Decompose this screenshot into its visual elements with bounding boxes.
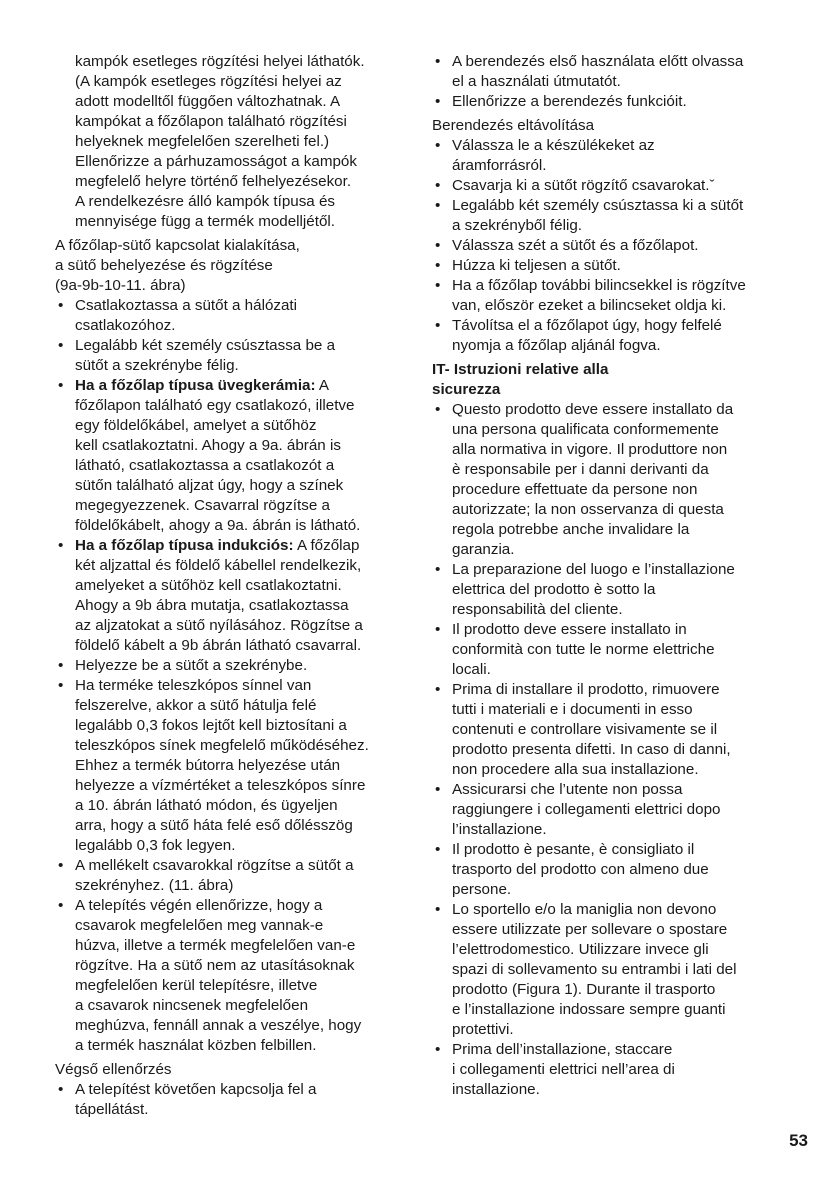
- text-line: [55, 616, 410, 636]
- text-line: [432, 600, 812, 620]
- line-text: csavarok megfelelően meg vannak-e: [75, 917, 324, 934]
- line-text: Prima dell’installazione, staccare: [452, 1041, 673, 1058]
- line-text: persone.: [452, 881, 512, 898]
- text-line: [55, 436, 410, 456]
- line-text: nyomja a főzőlap aljánál fogva.: [452, 337, 661, 354]
- line-text: felszerelve, akkor a sütő hátulja felé: [75, 697, 317, 714]
- text-line: [432, 1080, 812, 1100]
- text-line: [432, 700, 812, 720]
- text-line: [432, 660, 812, 680]
- text-line: [55, 596, 410, 616]
- line-text: Questo prodotto deve essere installato da: [452, 401, 734, 418]
- text-line: [55, 836, 410, 856]
- line-text: responsabilità del cliente.: [452, 601, 623, 618]
- line-text: garanzia.: [452, 541, 515, 558]
- text-line: [55, 1016, 410, 1036]
- text-line: [432, 740, 812, 760]
- line-text: installazione.: [452, 1081, 540, 1098]
- text-line: [432, 1000, 812, 1020]
- text-line: [55, 496, 410, 516]
- bullet-line: [432, 620, 812, 640]
- line-text: földelő kábelt a 9b ábrán látható csavarral.: [75, 637, 362, 654]
- left-text-lines: [55, 52, 410, 1120]
- line-text: Lo sportello e/o la maniglia non devono: [452, 901, 717, 918]
- line-text: (9a-9b-10-11. ábra): [55, 277, 186, 294]
- text-line: [432, 336, 812, 356]
- line-text: a sütő behelyezése és rögzítése: [55, 257, 273, 274]
- line-text: kampók esetleges rögzítési helyei láthatók.: [75, 53, 365, 70]
- text-line: [432, 156, 812, 176]
- line-text: Válassza le a készülékeket az: [452, 137, 655, 154]
- line-text: contenuti e controllare visivamente se il: [452, 721, 718, 738]
- line-text: l’elettrodomestico. Utilizzare invece gli: [452, 941, 709, 958]
- bullet-line: [55, 376, 410, 396]
- line-text: autorizzate; la non osservanza di questa: [452, 501, 724, 518]
- line-text: Húzza ki teljesen a sütőt.: [452, 257, 621, 274]
- text-line: [55, 956, 410, 976]
- text-line: [432, 540, 812, 560]
- text-line: [432, 960, 812, 980]
- line-text: adott modelltől függően változhatnak. A: [75, 93, 341, 110]
- line-text: A telepítés végén ellenőrizze, hogy a: [75, 897, 323, 914]
- line-text: megegyezzenek. Csavarral rögzítse a: [75, 497, 330, 514]
- bullet-line: [55, 1080, 410, 1100]
- line-text: (A kampók esetleges rögzítési helyei az: [75, 73, 342, 90]
- text-line: [432, 980, 812, 1000]
- line-text: A rendelkezésre álló kampók típusa és: [75, 193, 336, 210]
- text-line: [432, 1020, 812, 1040]
- text-line: [432, 860, 812, 880]
- line-text: földelőkábelt, ahogy a 9a. ábrán is látható.: [75, 517, 361, 534]
- bullet-line: [432, 92, 812, 112]
- bold-label: Ha a főzőlap típusa üvegkerámia:: [75, 377, 316, 394]
- line-text: Ahogy a 9b ábra mutatja, csatlakoztassa: [75, 597, 349, 614]
- text-line: [432, 480, 812, 500]
- text-line: [432, 920, 812, 940]
- line-text: teleszkópos sínek megfelelő működéséhez.: [75, 737, 369, 754]
- text-line: [55, 1100, 410, 1120]
- bullet-line: [432, 840, 812, 860]
- line-text: prodotto (Figura 1). Durante il trasporto: [452, 981, 716, 998]
- text-line: [55, 636, 410, 656]
- bullet-line: [55, 536, 410, 556]
- line-text: Csavarja ki a sütőt rögzítő csavarokat.ˇ: [452, 177, 715, 194]
- text-line: [55, 212, 410, 232]
- bullet-line: [55, 676, 410, 696]
- right-column: [432, 52, 812, 1100]
- text-line: [55, 92, 410, 112]
- text-line: [55, 476, 410, 496]
- line-text: Legalább két személy csúsztassa be a: [75, 337, 336, 354]
- line-text: Ehhez a termék bútorra helyezése után: [75, 757, 341, 774]
- line-text: kell csatlakoztatni. Ahogy a 9a. ábrán is: [75, 437, 341, 454]
- text-line: [55, 516, 410, 536]
- text-line: [432, 880, 812, 900]
- text-line: [55, 52, 410, 72]
- line-text: egy földelőkábel, amelyet a sütőhöz: [75, 417, 317, 434]
- line-text: Il prodotto è pesante, è consigliato il: [452, 841, 695, 858]
- line-text: a szekrényből félig.: [452, 217, 583, 234]
- bullet-line: [432, 400, 812, 420]
- bullet-line: [432, 176, 812, 196]
- line-text: A telepítést követően kapcsolja fel a: [75, 1081, 317, 1098]
- text-line: [432, 940, 812, 960]
- text-line: [55, 1036, 410, 1056]
- text-line: [55, 916, 410, 936]
- line-text: sütőt a szekrénybe félig.: [75, 357, 239, 374]
- line-text: Legalább két személy csúsztassa ki a sütőt: [452, 197, 744, 214]
- text-line: [432, 440, 812, 460]
- text-line: [432, 820, 812, 840]
- line-text: IT- Istruzioni relative alla: [432, 361, 609, 378]
- bullet-line: [432, 900, 812, 920]
- text-line: [55, 356, 410, 376]
- line-text: Ellenőrizze a párhuzamosságot a kampók: [75, 153, 357, 170]
- text-line: [55, 416, 410, 436]
- bullet-line: [432, 256, 812, 276]
- line-text: helyezze a vízmértéket a teleszkópos sínre: [75, 777, 366, 794]
- text-line: [55, 996, 410, 1016]
- line-text: non procedere alla sua installazione.: [452, 761, 699, 778]
- text-line: [432, 296, 812, 316]
- line-text: az aljzatokat a sütő nyílásához. Rögzítse a: [75, 617, 363, 634]
- subheading: [55, 276, 410, 296]
- bullet-line: [432, 52, 812, 72]
- bullet-line: [55, 656, 410, 676]
- text-line: [55, 316, 410, 336]
- line-text: arra, hogy a sütő háta felé eső dőlésszög: [75, 817, 353, 834]
- text-line: [55, 976, 410, 996]
- line-text: Ellenőrizze a berendezés funkcióit.: [452, 93, 687, 110]
- line-text: raggiungere i collegamenti elettrici dopo: [452, 801, 721, 818]
- section-heading: [432, 360, 812, 380]
- line-text: el a használati útmutatót.: [452, 73, 621, 90]
- line-text: a 10. ábrán látható módon, és ügyeljen: [75, 797, 338, 814]
- text-line: [55, 132, 410, 152]
- page-number: 53: [789, 1131, 808, 1150]
- bullet-line: [432, 276, 812, 296]
- line-text: i collegamenti elettrici nell’area di: [452, 1061, 675, 1078]
- text-line: [55, 396, 410, 416]
- line-text: látható, csatlakoztassa a csatlakozót a: [75, 457, 335, 474]
- line-text: Távolítsa el a főzőlapot úgy, hogy felfelé: [452, 317, 722, 334]
- bullet-line: [55, 296, 410, 316]
- text-line: [55, 756, 410, 776]
- line-text: A főzőlap-sütő kapcsolat kialakítása,: [55, 237, 300, 254]
- bullet-line: [432, 780, 812, 800]
- line-text: locali.: [452, 661, 491, 678]
- line-text: procedure effettuate da persone non: [452, 481, 698, 498]
- text-line: [432, 420, 812, 440]
- line-text: essere utilizzate per sollevare o spostare: [452, 921, 728, 938]
- bold-label: Ha a főzőlap típusa indukciós:: [75, 537, 294, 554]
- line-text: sicurezza: [432, 381, 501, 398]
- line-text: Helyezze be a sütőt a szekrénybe.: [75, 657, 308, 674]
- bullet-line: [432, 1040, 812, 1060]
- bullet-line: [432, 196, 812, 216]
- line-text: Válassza szét a sütőt és a főzőlapot.: [452, 237, 699, 254]
- text-line: [55, 776, 410, 796]
- line-text: meghúzva, fennáll annak a veszélye, hogy: [75, 1017, 362, 1034]
- section-heading: [432, 380, 812, 400]
- line-text: Il prodotto deve essere installato in: [452, 621, 687, 638]
- line-text: helyeknek megfelelően szerelheti fel.): [75, 133, 330, 150]
- line-text: e l’installazione indossare sempre guanti: [452, 1001, 726, 1018]
- text-line: [55, 192, 410, 212]
- minor-heading: [55, 1060, 410, 1080]
- left-column: [55, 52, 410, 1120]
- text-line: [432, 216, 812, 236]
- line-text: trasporto del prodotto con almeno due: [452, 861, 709, 878]
- line-text: két aljzattal és földelő kábellel rendelkezik,: [75, 557, 362, 574]
- line-text: tutti i materiali e i documenti in esso: [452, 701, 693, 718]
- line-text: van, először ezeket a bilincseket oldja ki.: [452, 297, 727, 314]
- line-text: è responsabile per i danni derivanti da: [452, 461, 709, 478]
- line-text: Csatlakoztassa a sütőt a hálózati: [75, 297, 298, 314]
- text-line: [55, 876, 410, 896]
- line-text: prodotto presenta difetti. In caso di danni,: [452, 741, 731, 758]
- line-text: Berendezés eltávolítása: [432, 117, 595, 134]
- text-line: [55, 696, 410, 716]
- bullet-line: [55, 336, 410, 356]
- line-text: amelyeket a sütőhöz kell csatlakoztatni.: [75, 577, 342, 594]
- line-text: húzva, illetve a termék megfelelően van-e: [75, 937, 356, 954]
- line-text: A mellékelt csavarokkal rögzítse a sütőt a: [75, 857, 354, 874]
- bullet-line: [432, 316, 812, 336]
- line-text: alla normativa in vigore. Il produttore non: [452, 441, 728, 458]
- right-text-lines: [432, 52, 812, 1100]
- text-line: [55, 736, 410, 756]
- line-text: A berendezés első használata előtt olvassa: [452, 53, 744, 70]
- text-line: [55, 556, 410, 576]
- text-line: [432, 460, 812, 480]
- line-text: szekrényhez. (11. ábra): [75, 877, 234, 894]
- line-text: Ha terméke teleszkópos sínnel van: [75, 677, 312, 694]
- line-text: sütőn található aljzat úgy, hogy a színek: [75, 477, 344, 494]
- text-line: [55, 716, 410, 736]
- text-line: [55, 796, 410, 816]
- text-line: [55, 112, 410, 132]
- line-text: una persona qualificata conformemente: [452, 421, 719, 438]
- line-text: Assicurarsi che l’utente non possa: [452, 781, 683, 798]
- text-line: [55, 816, 410, 836]
- line-text: rögzítve. Ha a sütő nem az utasításoknak: [75, 957, 355, 974]
- subheading: [55, 256, 410, 276]
- text-line: [432, 640, 812, 660]
- text-line: [432, 800, 812, 820]
- line-text: áramforrásról.: [452, 157, 547, 174]
- line-text: megfelelően kerül telepítésre, illetve: [75, 977, 318, 994]
- line-text: legalább 0,3 fokos lejtőt kell biztosítani a: [75, 717, 347, 734]
- text-line: [432, 500, 812, 520]
- line-text: spazi di sollevamento su entrambi i lati del: [452, 961, 737, 978]
- text-line: [432, 1060, 812, 1080]
- text-line: [432, 520, 812, 540]
- subheading: [55, 236, 410, 256]
- bullet-line: [55, 856, 410, 876]
- line-text: A főzőlap: [293, 537, 360, 554]
- minor-heading: [432, 116, 812, 136]
- bullet-line: [432, 560, 812, 580]
- text-line: [55, 152, 410, 172]
- line-text: tápellátást.: [75, 1101, 149, 1118]
- line-text: a termék használat közben felbillen.: [75, 1037, 317, 1054]
- bullet-line: [432, 680, 812, 700]
- line-text: elettrica del prodotto è sotto la: [452, 581, 656, 598]
- text-line: [55, 172, 410, 192]
- line-text: megfelelő helyre történő felhelyezésekor.: [75, 173, 352, 190]
- bullet-line: [432, 136, 812, 156]
- line-text: mennyisége függ a termék modelljétől.: [75, 213, 336, 230]
- text-line: [432, 580, 812, 600]
- line-text: Prima di installare il prodotto, rimuovere: [452, 681, 720, 698]
- text-line: [432, 72, 812, 92]
- text-line: [432, 720, 812, 740]
- text-line: [55, 936, 410, 956]
- bullet-line: [432, 236, 812, 256]
- line-text: kampókat a főzőlapon található rögzítési: [75, 113, 347, 130]
- line-text: főzőlapon található egy csatlakozó, illetve: [75, 397, 355, 414]
- text-line: [55, 576, 410, 596]
- bullet-line: [55, 896, 410, 916]
- line-text: La preparazione del luogo e l’installazione: [452, 561, 735, 578]
- line-text: Ha a főzőlap további bilincsekkel is rögzítve: [452, 277, 746, 294]
- line-text: regola potrebbe anche invalidare la: [452, 521, 690, 538]
- line-text: protettivi.: [452, 1021, 514, 1038]
- line-text: a csavarok nincsenek megfelelően: [75, 997, 309, 1014]
- text-line: [55, 72, 410, 92]
- text-line: [55, 456, 410, 476]
- text-line: [432, 760, 812, 780]
- line-text: conformità con tutte le norme elettriche: [452, 641, 715, 658]
- line-text: legalább 0,3 fok legyen.: [75, 837, 236, 854]
- line-text: l’installazione.: [452, 821, 547, 838]
- line-text: A: [315, 377, 330, 394]
- line-text: csatlakozóhoz.: [75, 317, 176, 334]
- line-text: Végső ellenőrzés: [55, 1061, 172, 1078]
